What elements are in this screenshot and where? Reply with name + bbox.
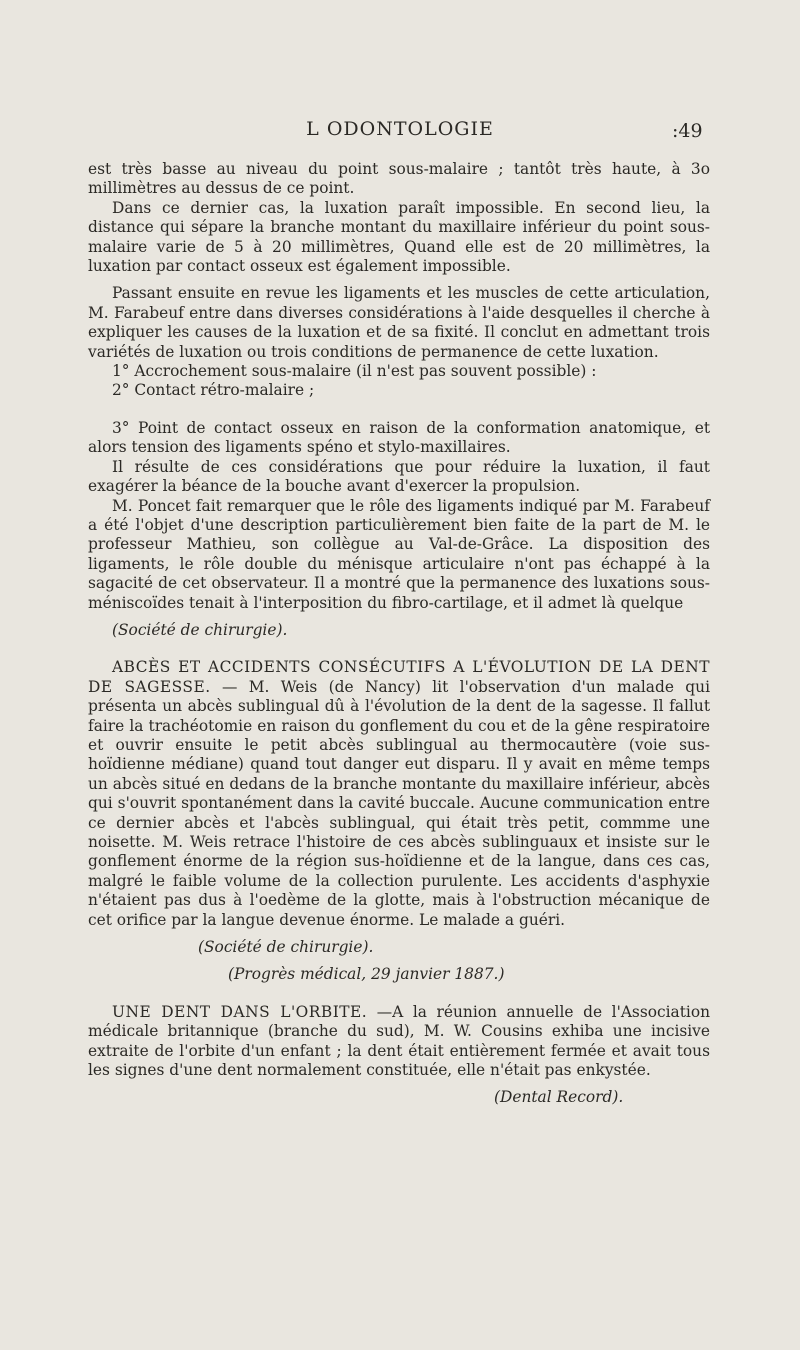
source-citation-2: (Société de chirurgie). xyxy=(198,938,374,957)
paragraph-3: Passant ensuite en revue les ligaments et les muscles de cette articulation, M. Farabeuf entre dans diverses considérations à l'aide desquelles il cherche à expliquer les causes de la luxation et de sa fixité. Il conclut en admettant trois variétés de luxation ou trois conditions de permanence de cette luxation. xyxy=(88,284,710,361)
body-text xyxy=(88,160,710,1108)
source-citation-4: (Dental Record). xyxy=(494,1088,624,1107)
list-item-2: 2° Contact rétro-malaire ; xyxy=(112,381,315,400)
list-item-1: 1° Accrochement sous-malaire (il n'est pas souvent possible) : xyxy=(112,362,597,381)
page-number: :49 xyxy=(672,120,703,142)
article-3-heading: UNE DENT DANS L'ORBITE. xyxy=(112,1002,368,1021)
list-item-3: 3° Point de contact osseux en raison de la conformation anatomique, et alors tension des ligaments spéno et stylo-maxillaires. xyxy=(88,418,710,457)
article-2-body: — M. Weis (de Nancy) lit l'observation d'un malade qui présenta un abcès sublingual dû à l'évolution de la dent de la sagesse. Il fallut faire la trachéotomie en raison du gonflement du cou et de la gêne respiratoire et ouvrir ensuite le petit abcès sublingual au thermocautère (voie sus-hoïdienne médiane) quand tout danger eut disparu. Il y avait en même temps un abcès situé en dedans de la branche montante du maxillaire inférieur, abcès qui s'ouvrit spontanément dans la cavité buccale. Aucune communication entre ce dernier abcès et l'abcès sublingual, qui était très petit, commme une noisette. M. Weis retrace l'histoire de ces abcès sublinguaux et insiste sur le gonflement énorme de la région sus-hoïdienne et de la langue, dans ces cas, malgré le faible volume de la collection purulente. Les accidents d'asphyxie n'étaient pas dus à l'oedème de la glotte, mais à l'obstruction mécanique de cet orifice par la langue devenue énorme. Le malade a guéri. xyxy=(88,677,710,929)
paragraph-2: Dans ce dernier cas, la luxation paraît impossible. En second lieu, la distance qui sépare la branche montant du maxillaire inférieur du point sous-malaire varie de 5 à 20 millimètres, Quand elle est de 20 millimètres, la luxation par contact osseux est également impossible. xyxy=(88,198,710,276)
paragraph-8: M. Poncet fait remarquer que le rôle des ligaments indiqué par M. Farabeuf a été l'objet d'une description particulièrement bien faite de la part de M. le professeur Mathieu, son collègue au Val-de-Grâce. La disposition des ligaments, le rôle double du ménisque articulaire n'ont pas échappé à la sagacité de cet observateur. Il a montré que la permanence des luxations sous-méniscoïdes tenait à l'interposition du fibro-cartilage, et il admet là quelque xyxy=(88,496,710,612)
article-2 xyxy=(88,658,710,930)
article-3 xyxy=(88,1003,710,1081)
article-3-body: —A la réunion annuelle de l'Association médicale britannique (branche du sud), M. W. Cousins exhiba une incisive extraite de l'orbite d'un enfant ; la dent était entièrement fermée et avait tous les signes d'une dent normalement constituée, elle n'était pas enkystée. xyxy=(88,1002,710,1080)
paragraph-7: Il résulte de ces considérations que pour réduire la luxation, il faut exagérer la béance de la bouche avant d'exercer la propulsion. xyxy=(88,457,710,496)
source-citation-3: (Progrès médical, 29 janvier 1887.) xyxy=(228,965,505,984)
article-2-heading: ABCÈS ET ACCIDENTS CONSÉCUTIFS A L'ÉVOLUTION DE LA DENT DE SAGESSE. xyxy=(88,658,710,696)
paragraph-1: est très basse au niveau du point sous-malaire ; tantôt très haute, à 3o millimètres au dessus de ce point. xyxy=(88,160,710,198)
source-citation-1: (Société de chirurgie). xyxy=(112,620,288,639)
running-title: L ODONTOLOGIE xyxy=(306,118,494,140)
